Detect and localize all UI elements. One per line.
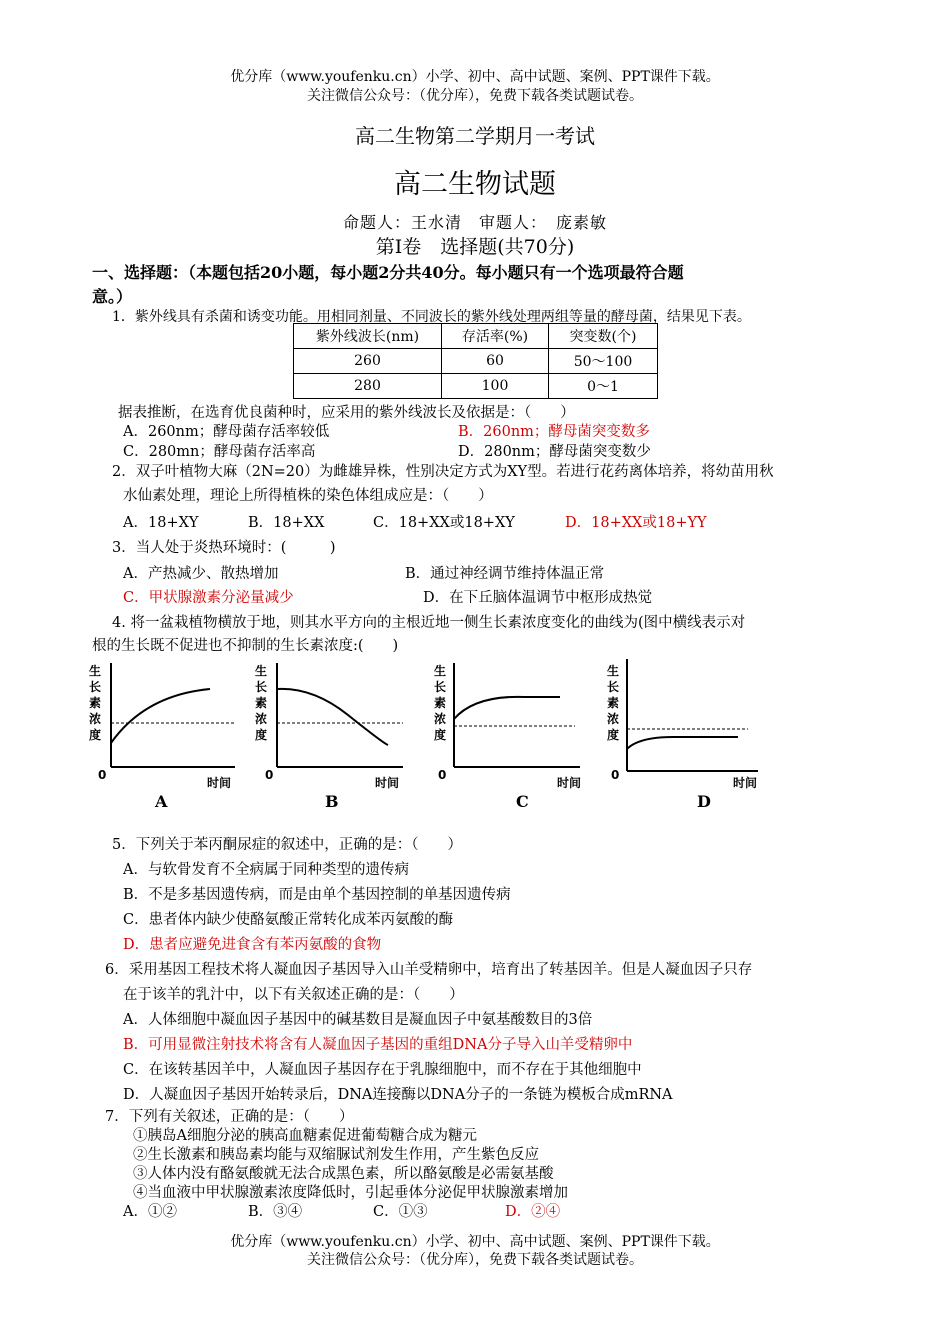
q6-option-a: A．人体细胞中凝血因子基因中的碱基数目是凝血因子中氨基酸数目的3倍 (123, 1012, 593, 1028)
graph-b (253, 655, 423, 815)
q7-statement-2: ②生长激素和胰岛素均能与双缩脲试剂发生作用，产生紫色反应 (133, 1147, 539, 1163)
q1-question: 据表推断，在选育优良菌种时，应采用的紫外线波长及依据是：（ ） (118, 405, 575, 421)
q2-option-c: C．18+XX或18+XY (373, 515, 515, 531)
y-axis-char: 浓 (89, 712, 102, 726)
q5-stem: 5．下列关于苯丙酮尿症的叙述中，正确的是：（ ） (112, 837, 462, 853)
x-axis-label: 时间 (733, 776, 758, 790)
origin-label: 0 (438, 768, 447, 782)
y-axis-char: 素 (434, 696, 447, 710)
q4-stem-line-2: 根的生长既不促进也不抑制的生长素浓度:( ) (92, 638, 399, 654)
q3-option-d: D．在下丘脑体温调节中枢形成热觉 (423, 590, 653, 606)
y-axis-char: 浓 (607, 712, 620, 726)
q7-option-d: D．②④ (505, 1204, 561, 1220)
q6-stem-line-2: 在于该羊的乳汁中，以下有关叙述正确的是：（ ） (123, 987, 464, 1003)
table-cell: 280 (294, 374, 442, 399)
section-heading-line-1: 一、选择题：（本题包括20小题，每小题2分共40分。每小题只有一个选项最符合题 (92, 263, 684, 282)
graph-a (85, 655, 255, 815)
header-line-1: 优分库（www.youfenku.cn）小学、初中、高中试题、案例、PPT课件下载。 (230, 69, 720, 85)
graph-label: B (325, 792, 339, 811)
y-axis-char: 度 (607, 728, 620, 742)
table-row (294, 374, 658, 399)
exam-title: 高二生物第二学期月一考试 (355, 124, 595, 148)
q7-statement-3: ③人体内没有酪氨酸就无法合成黑色素，所以酪氨酸是必需氨基酸 (133, 1166, 554, 1182)
curve (277, 689, 388, 745)
q2-option-b: B．18+XX (248, 515, 325, 531)
x-axis-label: 时间 (375, 776, 400, 790)
y-axis-char: 生 (89, 664, 102, 678)
table-cell: 100 (442, 374, 549, 399)
q5-option-c: C．患者体内缺少使酪氨酸正常转化成苯丙氨酸的酶 (123, 912, 454, 928)
q3-option-b: B．通过神经调节维持体温正常 (405, 566, 605, 582)
q6-stem-line-1: 6．采用基因工程技术将人凝血因子基因导入山羊受精卵中，培育出了转基因羊。但是人凝血因子只存 (105, 962, 753, 978)
y-axis-char: 浓 (434, 712, 447, 726)
y-axis-char: 长 (434, 680, 447, 694)
table-cell: 60 (442, 349, 549, 374)
section-heading-line-2: 意。） (92, 287, 133, 306)
q5-option-b: B．不是多基因遗传病，而是由单个基因控制的单基因遗传病 (123, 887, 511, 903)
y-axis-char: 长 (607, 680, 620, 694)
q3-stem: 3．当人处于炎热环境时：( ) (112, 540, 336, 556)
authors: 命题人：王水清 审题人： 庞素敏 (342, 213, 607, 232)
q7-statement-4: ④当血液中甲状腺激素浓度降低时，引起垂体分泌促甲状腺激素增加 (133, 1185, 568, 1201)
q5-option-d: D．患者应避免进食含有苯丙氨酸的食物 (123, 937, 382, 953)
footer-line-1: 优分库（www.youfenku.cn）小学、初中、高中试题、案例、PPT课件下载。 (230, 1234, 720, 1250)
curve (111, 689, 210, 743)
curve (454, 697, 560, 719)
table-header: 紫外线波长(nm) (294, 324, 442, 349)
q2-stem-line-2: 水仙素处理，理论上所得植株的染色体组成应是：（ ） (123, 488, 493, 504)
y-axis-char: 素 (89, 696, 102, 710)
q1-option-b: B．260nm；酵母菌突变数多 (458, 424, 650, 440)
y-axis-char: 长 (255, 680, 268, 694)
graph-d (603, 655, 773, 815)
q6-option-b: B．可用显微注射技术将含有人凝血因子基因的重组DNA分子导入山羊受精卵中 (123, 1037, 633, 1053)
q1-table (293, 323, 658, 399)
table-cell: 0～1 (549, 374, 658, 399)
table-header: 突变数(个) (549, 324, 658, 349)
q1-option-d: D．280nm；酵母菌突变数少 (458, 444, 651, 460)
y-axis-char: 度 (434, 728, 447, 742)
graph-label: D (697, 792, 711, 811)
q5-option-a: A．与软骨发育不全病属于同种类型的遗传病 (123, 862, 409, 878)
x-axis-label: 时间 (207, 776, 232, 790)
table-header: 存活率(%) (442, 324, 549, 349)
y-axis-char: 素 (607, 696, 620, 710)
y-axis-char: 生 (607, 664, 620, 678)
subject-title: 高二生物试题 (394, 169, 556, 200)
q7-option-b: B．③④ (248, 1204, 303, 1220)
y-axis-char: 度 (89, 728, 102, 742)
q2-option-d: D．18+XX或18+YY (565, 515, 707, 531)
q1-stem: 1．紫外线具有杀菌和诱变功能。用相同剂量、不同波长的紫外线处理两组等量的酵母菌，结果见下表。 (112, 309, 751, 325)
q7-option-c: C．①③ (373, 1204, 428, 1220)
q6-option-c: C．在该转基因羊中，人凝血因子基因存在于乳腺细胞中，而不存在于其他细胞中 (123, 1062, 642, 1078)
origin-label: 0 (265, 768, 274, 782)
x-axis-label: 时间 (557, 776, 582, 790)
y-axis-char: 生 (434, 664, 447, 678)
q3-option-a: A．产热减少、散热增加 (123, 566, 279, 582)
volume-title: 第Ⅰ卷 选择题(共70分) (375, 236, 575, 258)
table-row (294, 349, 658, 374)
q3-option-c: C．甲状腺激素分泌量减少 (123, 590, 294, 606)
curve (627, 737, 738, 749)
y-axis-char: 浓 (255, 712, 268, 726)
graph-c (430, 655, 600, 815)
q1-option-a: A．260nm；酵母菌存活率较低 (123, 424, 330, 440)
y-axis-char: 长 (89, 680, 102, 694)
table-cell: 50～100 (549, 349, 658, 374)
footer-line-2: 关注微信公众号：（优分库），免费下载各类试题试卷。 (307, 1252, 643, 1268)
q2-stem-line-1: 2．双子叶植物大麻（2N=20）为雌雄异株，性别决定方式为XY型。若进行花药离体培养，将幼苗用秋 (112, 464, 774, 480)
origin-label: 0 (98, 768, 107, 782)
origin-label: 0 (611, 768, 620, 782)
graph-label: C (516, 792, 529, 811)
q7-statement-1: ①胰岛A细胞分泌的胰高血糖素促进葡萄糖合成为糖元 (133, 1128, 477, 1144)
header-line-2: 关注微信公众号：（优分库），免费下载各类试题试卷。 (307, 88, 643, 104)
q1-option-c: C．280mn；酵母菌存活率高 (123, 444, 316, 460)
y-axis-char: 生 (255, 664, 268, 678)
q2-option-a: A．18+XY (123, 515, 199, 531)
q6-option-d: D．人凝血因子基因开始转录后，DNA连接酶以DNA分子的一条链为模板合成mRNA (123, 1087, 673, 1103)
table-header-row (294, 324, 658, 349)
table-cell: 260 (294, 349, 442, 374)
q7-option-a: A．①② (123, 1204, 177, 1220)
q7-stem: 7．下列有关叙述，正确的是：（ ） (105, 1109, 354, 1125)
y-axis-char: 素 (255, 696, 268, 710)
y-axis-char: 度 (255, 728, 268, 742)
q4-stem-line-1: 4. 将一盆栽植物横放于地，则其水平方向的主根近地一侧生长素浓度变化的曲线为(图中横线表示对 (112, 615, 746, 631)
graph-label: A (155, 792, 168, 811)
